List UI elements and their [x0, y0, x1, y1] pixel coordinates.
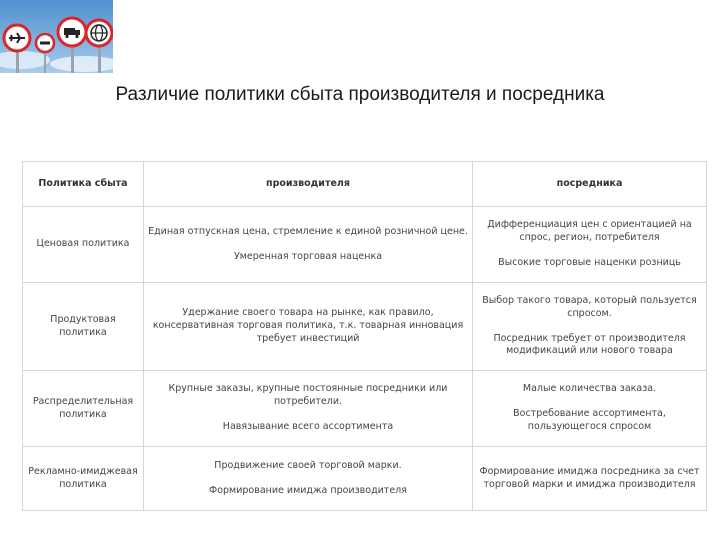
row-policy-label: Распределительная политика [23, 371, 144, 447]
producer-cell [144, 207, 473, 283]
table-row [23, 447, 707, 511]
cell-text: Востребование ассортимента, пользующегося спросом [513, 408, 666, 432]
intermediary-cell [473, 447, 707, 511]
no-entry-sign-icon [36, 34, 54, 52]
road-signs-photo [0, 0, 113, 73]
row-policy-label: Ценовая политика [23, 207, 144, 283]
cell-text: Продвижение своей торговой марки. [214, 459, 402, 471]
cell-text: Высокие торговые наценки розниць [498, 256, 681, 268]
cell-text: Умеренная торговая наценка [233, 250, 383, 262]
table-row [23, 371, 707, 447]
cell-text: Посредник требует от производителя модификаций или нового товара [493, 332, 686, 357]
slide-title: Различие политики сбыта производителя и посредника [115, 84, 605, 105]
table-header-row [23, 162, 707, 207]
cell-text: Единая отпускная цена, стремление к единой розничной цене. [148, 225, 468, 237]
cell-text: Дифференциация цен с ориентацией на спрос, регион, потребителя [487, 219, 692, 244]
cell-text: Выбор такого товара, который пользуется спросом. [482, 294, 697, 319]
intermediary-cell [473, 371, 707, 447]
intermediary-cell [473, 207, 707, 283]
header-intermediary: посредника [473, 162, 707, 207]
row-policy-label: Рекламно-имиджевая политика [23, 447, 144, 511]
row-policy-label: Продуктовая политика [23, 283, 144, 371]
table-row [23, 207, 707, 283]
globe-sign-icon [86, 20, 112, 46]
producer-cell [144, 447, 473, 511]
cell-text: Крупные заказы, крупные постоянные посредники или потребители. [168, 383, 448, 408]
producer-cell [144, 371, 473, 447]
cell-text: Формирование имиджа производителя [209, 484, 407, 496]
cell-text: Навязывание всего ассортимента [222, 420, 394, 432]
header-policy: Политика сбыта [23, 162, 144, 207]
table-row [23, 283, 707, 371]
airplane-sign-icon [4, 25, 30, 51]
cell-text: Формирование имиджа посредника за счет торговой марки и имиджа производителя [479, 465, 700, 490]
no-trucks-sign-icon [58, 18, 86, 46]
producer-cell [144, 283, 473, 371]
header-producer: производителя [144, 162, 473, 207]
cell-text: Малые количества заказа. [522, 383, 657, 395]
intermediary-cell [473, 283, 707, 371]
policy-comparison-table [22, 161, 707, 511]
cell-text: Удержание своего товара на рынке, как правило, консервативная торговая политика, т.к. товарная инновация требует инвестиций [152, 307, 464, 344]
